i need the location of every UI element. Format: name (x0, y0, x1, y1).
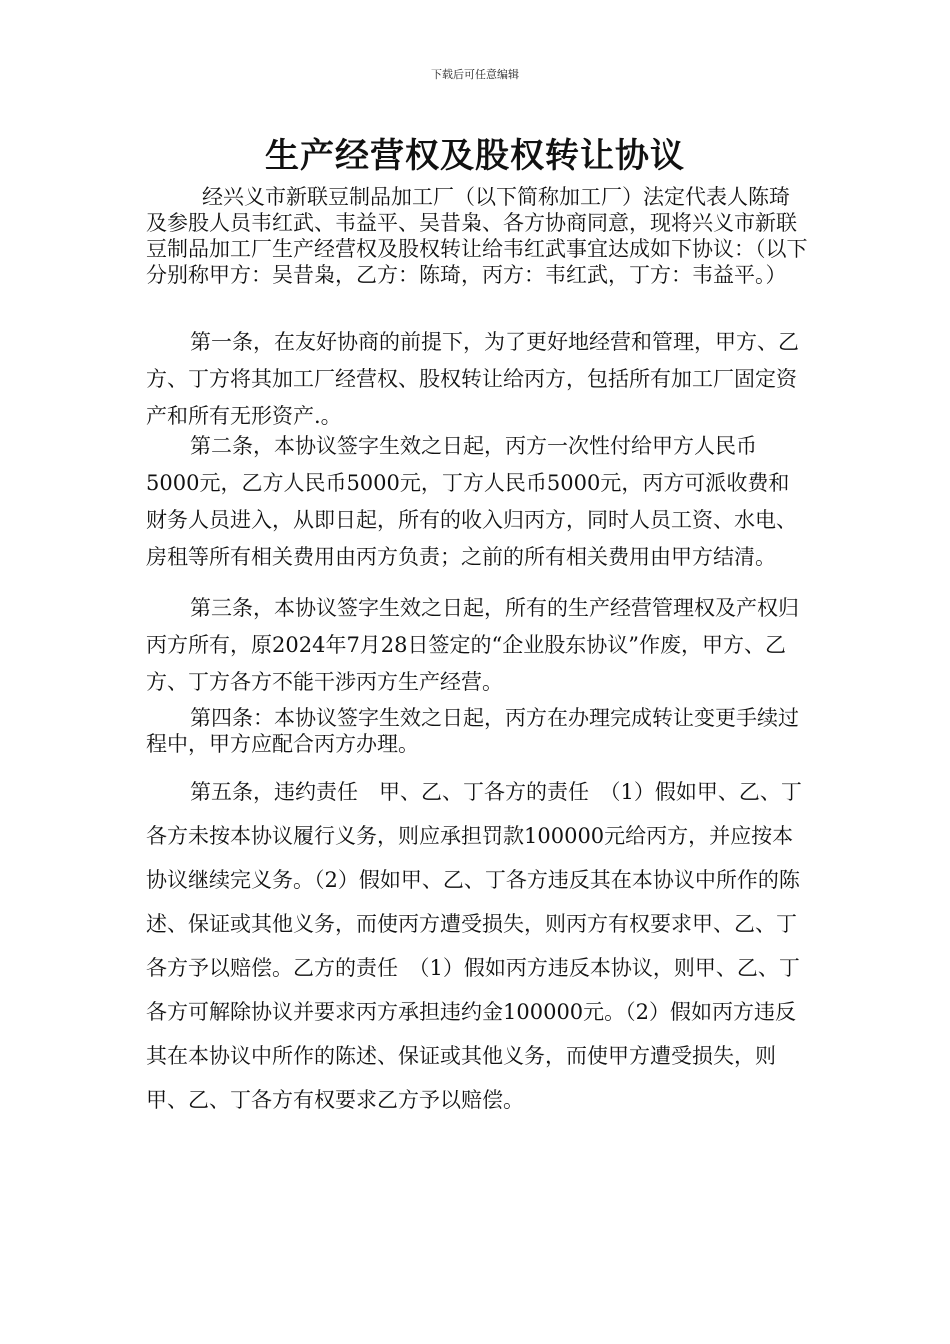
article-2 (146, 428, 810, 576)
article-3-text: 第三条，本协议签字生效之日起，所有的生产经营管理权及产权归丙方所有，原2024年7月28日签定的“企业股东协议”作废，甲方、乙方、丁方各方不能干涉丙方生产经营。 (146, 596, 799, 694)
article-1-text: 第一条，在友好协商的前提下，为了更好地经营和管理，甲方、乙方、丁方将其加工厂经营权、股权转让给丙方，包括所有加工厂固定资产和所有无形资产.。 (146, 330, 799, 428)
document-body (146, 184, 810, 288)
article-5 (146, 770, 810, 1122)
article-4 (146, 705, 810, 757)
document-title: 生产经营权及股权转让协议 (265, 136, 685, 176)
article-2-text: 第二条，本协议签字生效之日起，丙方一次性付给甲方人民币5000元，乙方人民币5000元，丁方人民币5000元，丙方可派收费和财务人员进入，从即日起，所有的收入归丙方，同时人员工资、水电、房租等所有相关费用由丙方负责；之前的所有相关费用由甲方结清。 (146, 434, 797, 569)
article-1 (146, 324, 810, 435)
intro-paragraph: 经兴义市新联豆制品加工厂（以下简称加工厂）法定代表人陈琦及参股人员韦红武、韦益平、吴昔枭、各方协商同意，现将兴义市新联豆制品加工厂生产经营权及股权转让给韦红武事宜达成如下协议：（以下分别称甲方：吴昔枭，乙方：陈琦，丙方：韦红武，丁方：韦益平。） (146, 185, 808, 287)
article-4-text: 第四条：本协议签字生效之日起，丙方在办理完成转让变更手续过程中，甲方应配合丙方办理。 (146, 706, 799, 756)
article-5-text: 第五条，违约责任 甲、乙、丁各方的责任 （1）假如甲、乙、丁各方未按本协议履行义务，则应承担罚款100000元给丙方，并应按本协议继续完义务。（2）假如甲、乙、丁各方违反其在本协议中所作的陈述、保证或其他义务，而使丙方遭受损失，则丙方有权要求甲、乙、丁各方予以赔偿。乙方的责任 （1）假如丙方违反本协议，则甲、乙、丁各方可解除协议并要求丙方承担违约金100000元。（2）假如丙方违反其在本协议中所作的陈述、保证或其他义务，而使甲方遭受损失，则甲、乙、丁各方有权要求乙方予以赔偿。 (146, 780, 802, 1112)
article-3 (146, 590, 810, 701)
header-note: 下载后可任意编辑 (431, 68, 519, 81)
